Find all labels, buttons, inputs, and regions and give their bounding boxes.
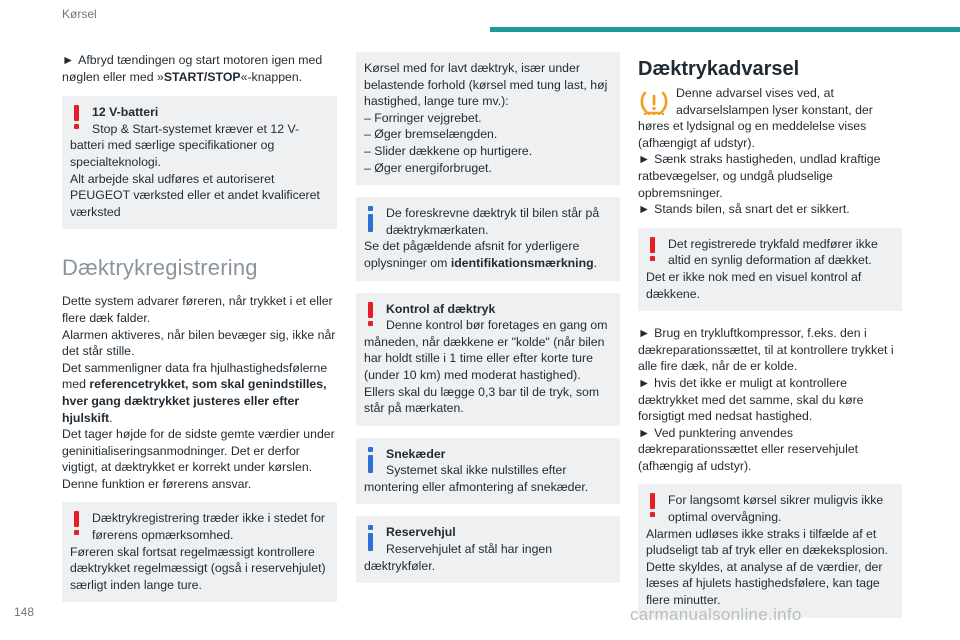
warning-intro-head: Denne advarsel vises ved, at advarselslampen lyser konstant, der (676, 86, 873, 117)
intro-paragraph (62, 52, 337, 85)
pressure-label-info-box (356, 197, 620, 280)
check-box-text: måneden, når dækkene er "kolde" (når bilen har holdt stille i 1 time eller efter korte ture (under 10 km) med moderat hastighed). Ellers skal du lægge 0,3 bar til de tryk, som står på mærkaten. (364, 334, 605, 416)
warning-exclamation-icon (70, 511, 82, 537)
chains-box-title: Snekæder (386, 446, 446, 461)
arrow-bullet-icon: ► (638, 375, 651, 390)
battery-box-title: 12 V-batteri (92, 105, 159, 120)
arrow-bullet-icon: ► (638, 425, 651, 440)
battery-box-text: Stop & Start-systemet kræver et 12 V-batteri med særlige specifikationer og specialteknologi. Alt arbejde skal udføres et autoriseret PEUGEOT værksted eller et andet kvalificeret værksted (70, 121, 320, 219)
low-pressure-item: – Øger bremselængden. (364, 127, 498, 142)
section-title: Kørsel (62, 7, 97, 21)
deform-box-head: Det registrerede trykfald medfører ikke altid en synlig deformation af dækket. (668, 236, 878, 268)
intro-text-b: «-knappen. (240, 69, 303, 84)
chains-box-text: montering eller afmontering af snekæder. (364, 479, 589, 494)
step-item: ► Stands bilen, så snart det er sikkert. (638, 202, 850, 217)
column-right (638, 58, 902, 618)
attention-box-text: Føreren skal fortsat regelmæssigt kontrollere dæktrykket regelmæssigt (også i reservehjulet) særligt inden lange ture. (70, 544, 326, 592)
tyre-pressure-warning-icon (638, 88, 670, 116)
arrow-bullet-icon: ► (638, 326, 651, 341)
deformation-warning-box (638, 228, 902, 311)
tpms-text-b: . Det tager højde for de sidste gemte værdier under geninitialiseringsanmodninger. Det er derfor vigtigt, at dæktrykket er korrekt under kørslen. Denne funktion er førerens ansvar. (62, 410, 335, 491)
chains-box-head: Systemet skal ikke nulstilles efter (386, 463, 567, 478)
check-box-head: Denne kontrol bør foretages en gang om (386, 318, 608, 333)
info-i-icon (364, 206, 376, 232)
info-box-text: Se det pågældende afsnit for yderligere oplysninger om identifikationsmærkning. (364, 239, 598, 270)
low-pressure-text: Kørsel med for lavt dæktryk, især under belastende forhold (kørsel med tung last, høj hastighed, lange ture mv.): (364, 61, 608, 109)
tpms-text-bold: referencetrykket, som skal genindstilles, hver gang dæktrykket justeres eller efter hjulskift (62, 377, 327, 425)
spare-box-title: Reservehjul (386, 525, 456, 540)
warning-intro-text: høres et lydsignal og en meddelelse vises (afhængigt af udstyr). (638, 119, 867, 150)
section-heading-pressure-warning: Dæktrykadvarsel (638, 58, 800, 80)
tpms-description (62, 293, 337, 492)
attention-warning-box (62, 502, 337, 602)
step-item: ► Brug en trykluftkompressor, f.eks. den i dækreparationssættet, til at kontrollere trykket i alle fire dæk, når de er kolde. (638, 326, 894, 374)
info-i-icon (364, 525, 376, 551)
attention-box-head: Dæktrykregistrering træder ikke i stedet for førerens opmærksomhed. (92, 511, 326, 543)
intro-text-a: Afbryd tændingen og start motoren igen med nøglen eller med » (62, 53, 323, 84)
battery-warning-box (62, 96, 337, 229)
step-item: ► Sænk straks hastigheden, undlad kraftige ratbevægelser, og undgå pludselige opbremsninger. (638, 152, 881, 200)
info-i-icon (364, 447, 376, 473)
step-item: ► hvis det ikke er muligt at kontrollere dæktrykket med det samme, skal du køre forsigtigt med nedsat hastighed. (638, 375, 864, 424)
page-number: 148 (14, 605, 35, 619)
warning-exclamation-icon (364, 302, 376, 328)
info-box-head: De foreskrevne dæktryk til bilen står på dæktrykmærkaten. (386, 206, 600, 237)
warning-intro (638, 85, 902, 151)
section-heading-tpms-registration: Dæktrykregistrering (62, 255, 258, 281)
column-middle (356, 52, 620, 583)
tpms-text-a: Dette system advarer føreren, når trykket i et eller flere dæk falder. Alarmen aktiveres, når bilen bevæger sig, ikke når det står stille. Det sammenligner data fra hjulhastighedsfølerne med (62, 294, 336, 392)
arrow-bullet-icon: ► (638, 202, 651, 217)
header-accent-bar (490, 27, 960, 32)
deform-box-text: Det er ikke nok med en visuel kontrol af dækkene. (646, 269, 862, 301)
slow-box-head: For langsomt kørsel sikrer muligvis ikke optimal overvågning. (668, 493, 884, 525)
column-left (62, 52, 337, 602)
check-box-title: Kontrol af dæktryk (386, 301, 496, 316)
arrow-bullet-icon: ► (62, 53, 75, 67)
spare-wheel-info-box (356, 516, 620, 583)
low-pressure-item: – Forringer vejgrebet. (364, 110, 482, 125)
warning-exclamation-icon (646, 493, 658, 519)
spare-box-text: dæktrykføler. (364, 558, 436, 573)
warning-exclamation-icon (70, 105, 82, 131)
slow-box-text: Alarmen udløses ikke straks i tilfælde af et pludseligt tab af tryk eller en dækeksplosion. Dette skyldes, at analyse af de værdier, der læses af hjulets hastighedsfølere, kan tage flere minutter. (646, 526, 888, 608)
intro-text-bold: START/STOP (163, 69, 241, 84)
spare-box-head: Reservehjulet af stål har ingen (386, 542, 553, 557)
warning-exclamation-icon (646, 237, 658, 263)
step-item: ► Ved punktering anvendes dækreparationssættet eller reservehjulet (afhængig af udstyr). (638, 425, 859, 473)
watermark: carmanualsonline.info (630, 605, 802, 624)
low-pressure-box (356, 52, 620, 185)
snow-chains-info-box (356, 438, 620, 505)
low-pressure-item: – Øger energiforbruget. (364, 160, 492, 175)
pressure-check-box (356, 293, 620, 426)
slow-driving-warning-box (638, 484, 902, 617)
low-pressure-item: – Slider dækkene op hurtigere. (364, 143, 533, 158)
arrow-bullet-icon: ► (638, 152, 651, 167)
